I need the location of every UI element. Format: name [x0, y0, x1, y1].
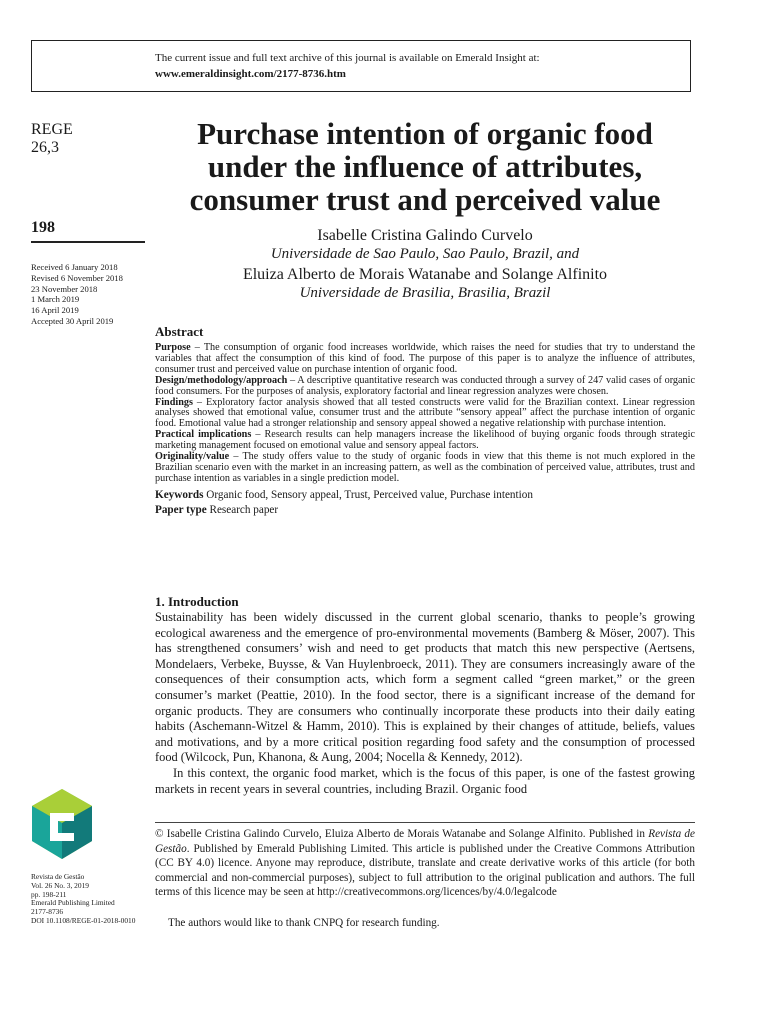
paper-type-text: Research paper: [206, 503, 279, 516]
date-line: 16 April 2019: [31, 305, 79, 316]
license-text: . Published by Emerald Publishing Limited. This article is published under the Creative Commons Attribution (CC BY 4.0) licence. Anyone may reproduce, distribute, translate and create derivative works of this article (for both commercial and non-commercial purposes), subject to full attribution to the original publication and authors. The full terms of this licence may be seen at http://creativecommons.org/licences/by/4.0/legalcode: [155, 842, 695, 899]
introduction-section: [155, 594, 695, 797]
journal-header-box: [31, 40, 691, 92]
date-line: 23 November 2018: [31, 283, 98, 294]
abstract-section: [155, 324, 695, 517]
journal-name: Revista de Gestão: [155, 828, 695, 855]
title-line: under the influence of attributes,: [207, 149, 643, 184]
abstract-design: [155, 376, 695, 398]
abstract-purpose: [155, 343, 695, 376]
date-line: Accepted 30 April 2019: [31, 315, 114, 326]
page-number-rule: [31, 241, 145, 243]
paper-type-label: Paper type: [155, 503, 207, 516]
title-line: Purchase intention of organic food: [197, 116, 653, 151]
abstract-text: – Exploratory factor analysis showed that all tested constructs were valid for the Brazilian context. Linear regression analyses showed that emotional value, consumer trust and the attribute “sensory appeal” affect the purchase intention of organic food. Emotional value had a stronger relationship and sensory appeal showed a negative relationship with purchase intention.: [155, 396, 695, 430]
abstract-heading: Abstract: [155, 324, 204, 339]
abstract-label: Practical implications: [155, 429, 252, 441]
section-heading: 1. Introduction: [155, 594, 239, 609]
publication-info: [31, 873, 135, 926]
pubinfo-line: DOI 10.1108/REGE-01-2018-0010: [31, 915, 136, 925]
header-archive-note: The current issue and full text archive of this journal is available on Emerald Insight at:: [155, 52, 540, 64]
article-title: [150, 117, 700, 216]
pubinfo-line: 2177-8736: [31, 907, 64, 917]
abstract-label: Design/methodology/approach: [155, 374, 288, 386]
abstract-label: Findings: [155, 396, 193, 408]
keywords: [155, 488, 695, 502]
author-affiliation: Universidade de Sao Paulo, Sao Paulo, Brazil, and: [270, 246, 580, 263]
keywords-text: Organic food, Sensory appeal, Trust, Perceived value, Purchase intention: [203, 488, 533, 501]
abstract-findings: [155, 398, 695, 431]
abstract-label: Purpose: [155, 342, 191, 353]
paper-type: [155, 503, 695, 517]
date-line: Received 6 January 2018: [31, 262, 118, 272]
date-line: 1 March 2019: [31, 294, 80, 305]
body-paragraph: In this context, the organic food market, which is the focus of this paper, is one of the fastest growing markets in recent years in several countries, including Brazil. Organic food: [155, 765, 695, 796]
pubinfo-line: pp. 198-211: [31, 889, 67, 899]
license-divider: [155, 822, 695, 823]
body-paragraph: Sustainability has been widely discussed in the current global scenario, thanks to people’s growing ecological awareness and the emergence of pro-environmental movements (Bamberg & Möser, 2007). This has strengthened consumers’ wish and need to get products that match this new perspective (Aertsens, Mondelaers, Verbeke, Buysse, & Van Huylenbroeck, 2011). They are consumers increasingly aware of the consequences of their consumption acts, which form a segment called “green market,” or the green consumer’s market (Peattie, 2010). In the food sector, there is a significant increase of the demand for organic products. They are consumers who continually incorporate these products into their daily eating habits (Aschemann-Witzel & Hamm, 2010). This is explained by their changes of attitude, beliefs, values and motivations, and by a more critical position regarding food safety and the consumption of processed food (Wilcock, Pun, Khanona, & Aung, 2004; Nocella & Kennedy, 2012).: [155, 610, 695, 765]
abstract-label: Originality/value: [155, 451, 230, 463]
author-affiliation: Universidade de Brasilia, Brasilia, Brazil: [299, 285, 551, 302]
author-name: Eluiza Alberto de Morais Watanabe and Solange Alfinito: [242, 265, 608, 283]
date-line: Revised 6 November 2018: [31, 272, 123, 283]
article-history: [31, 262, 123, 327]
title-line: consumer trust and perceived value: [189, 182, 661, 217]
abstract-originality: [155, 452, 695, 485]
pubinfo-line: Revista de Gestão: [31, 872, 85, 881]
journal-abbrev: REGE: [31, 121, 73, 138]
journal-volume: [31, 121, 73, 157]
abstract-practical: [155, 430, 695, 452]
license-note: [155, 827, 695, 900]
acknowledgement: The authors would like to thank CNPQ for research funding.: [168, 917, 440, 929]
license-text: © Isabelle Cristina Galindo Curvelo, Eluiza Alberto de Morais Watanabe and Solange Alfinito. Published in: [155, 828, 649, 840]
journal-logo-icon: [32, 789, 92, 859]
abstract-text: – A descriptive quantitative research was conducted through a survey of 247 valid cases of organic food consumers. For the purposes of analysis, exploratory factorial and linear regression analyzes were chosen.: [155, 374, 695, 397]
abstract-text: – The consumption of organic food increases worldwide, which raises the need for studies that try to understand the variables that affect the consumption of this kind of food. The purpose of this paper is to analyze the influence of attributes, consumer trust and perceived value on purchase intention of organic food.: [155, 342, 695, 375]
page-number: 198: [31, 219, 55, 236]
abstract-text: – The study offers value to the study of organic foods in view that this theme is not much explored in the Brazilian scenario even with the market in an increasing pattern, as well as the combination of perceived value, attributes, trust and purchase intention as variables in a single prediction model.: [155, 451, 695, 484]
author-name: Isabelle Cristina Galindo Curvelo: [317, 227, 533, 244]
keywords-label: Keywords: [155, 488, 204, 501]
abstract-text: – Research results can help managers increase the likelihood of buying organic foods through strategic marketing management focused on emotional value and sensory appeal factors.: [155, 429, 695, 452]
volume-issue: 26,3: [31, 139, 59, 156]
header-url[interactable]: www.emeraldinsight.com/2177-8736.htm: [155, 68, 346, 80]
pubinfo-line: Emerald Publishing Limited: [31, 898, 115, 908]
author-block: [150, 226, 700, 304]
pubinfo-line: Vol. 26 No. 3, 2019: [31, 880, 89, 890]
